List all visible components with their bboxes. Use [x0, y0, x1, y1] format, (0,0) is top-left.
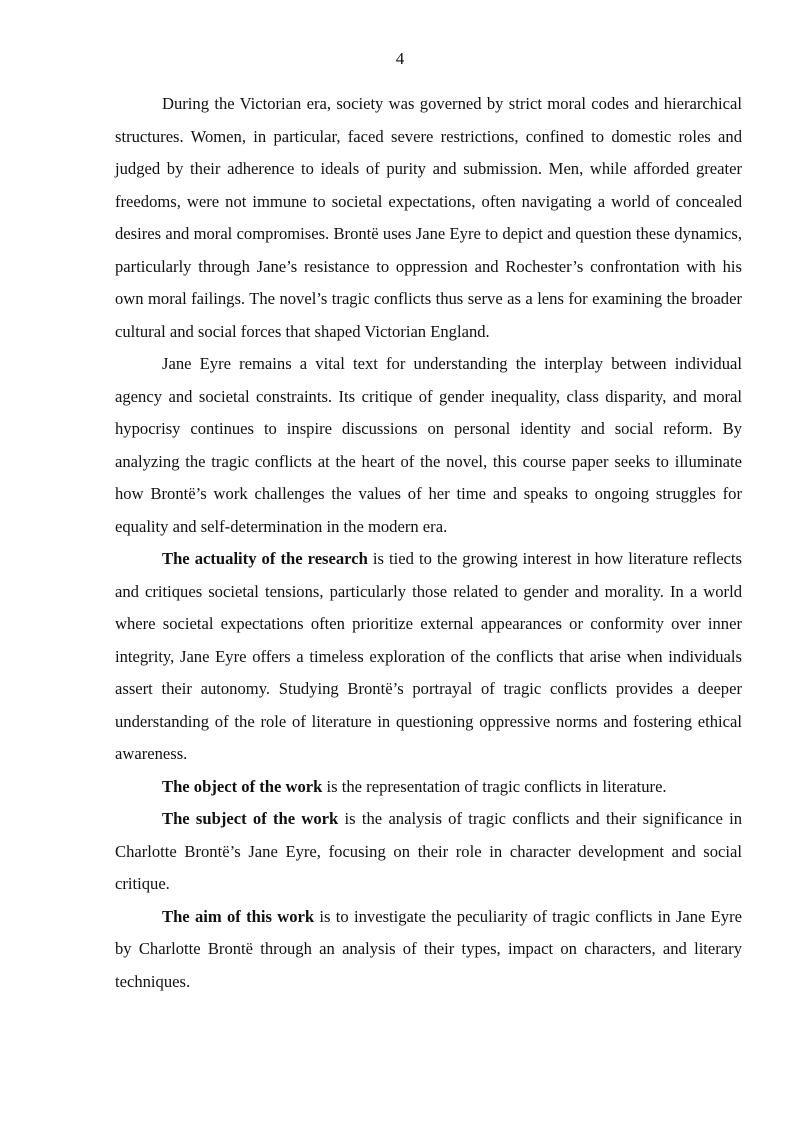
paragraph-object [115, 771, 742, 804]
subject-heading: The subject of the work [162, 809, 339, 828]
paragraph-text: is the representation of tragic conflicts in literature. [322, 776, 667, 796]
actuality-heading: The actuality of the research [162, 549, 368, 568]
aim-heading: The aim of this work [162, 906, 315, 926]
paragraph-actuality [115, 543, 742, 771]
body-text [115, 88, 742, 998]
paragraph-subject [115, 803, 742, 901]
paragraph-text: is to investigate the peculiarity of tragic conflicts in Jane Eyre by Charlotte Brontë through an analysis of their types, impact on characters, and literary techniques. [115, 906, 742, 991]
object-heading: The object of the work [162, 776, 323, 796]
paragraph-text: Jane Eyre remains a vital text for understanding the interplay between individual agency and societal constraints. Its critique of gender inequality, class disparity, and moral hypocrisy continues to inspire discussions on personal identity and social reform. By analyzing the tragic conflicts at the heart of the novel, this course paper seeks to illuminate how Brontë’s work challenges the values of her time and speaks to ongoing struggles for equality and self-determination in the modern era. [115, 354, 742, 536]
paragraph-jane-eyre-relevance [115, 348, 742, 543]
page-number: 4 [395, 49, 405, 68]
paragraph-text: During the Victorian era, society was governed by strict moral codes and hierarchical structures. Women, in particular, faced severe restrictions, confined to domestic roles and judged by their adherence to ideals of purity and submission. Men, while afforded greater freedoms, were not immune to societal expectations, often navigating a world of concealed desires and moral compromises. Brontë uses Jane Eyre to depict and question these dynamics, particularly through Jane’s resistance to oppression and Rochester’s confrontation with his own moral failings. The novel’s tragic conflicts thus serve as a lens for examining the broader cultural and social forces that shaped Victorian England. [115, 94, 742, 341]
paragraph-victorian-era [115, 88, 742, 348]
paragraph-text: is the analysis of tragic conflicts and their significance in Charlotte Brontë’s Jane Eyre, focusing on their role in character development and social critique. [115, 809, 742, 893]
paragraph-text: is tied to the growing interest in how literature reflects and critiques societal tensions, particularly those related to gender and morality. In a world where societal expectations often prioritize external appearances or conformity over inner integrity, Jane Eyre offers a timeless exploration of the conflicts that arise when individuals assert their autonomy. Studying Brontë’s portrayal of tragic conflicts provides a deeper understanding of the role of literature in questioning oppressive norms and fostering ethical awareness. [115, 549, 742, 763]
paragraph-aim [115, 901, 742, 999]
